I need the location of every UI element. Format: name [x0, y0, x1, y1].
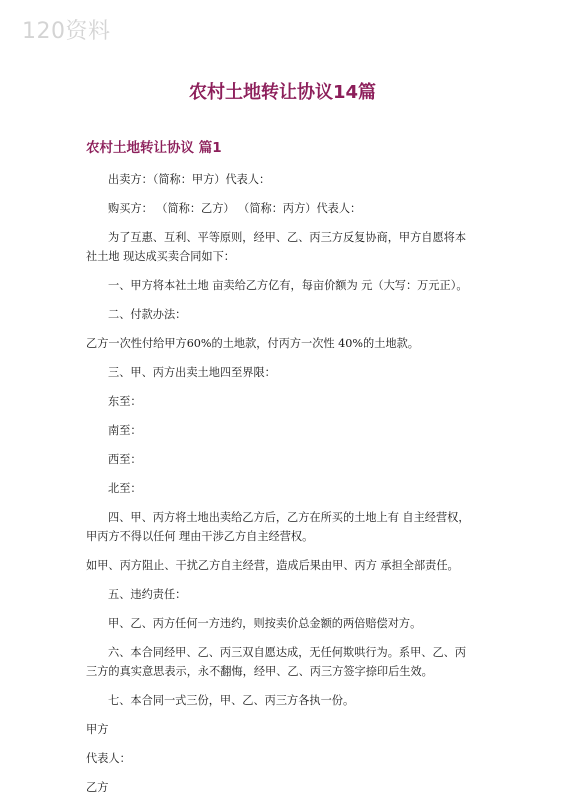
- paragraph: [86, 450, 496, 469]
- paragraph-line: 购买方： （简称：乙方） （简称：丙方）代表人：: [108, 202, 362, 215]
- paragraph-line: 代表人：: [86, 752, 131, 765]
- paragraph: [86, 691, 496, 710]
- paragraph-line: 甲、乙、丙方任何一方违约，则按卖价总金额的两倍赔偿对方。: [108, 617, 422, 630]
- paragraph: [86, 643, 496, 681]
- paragraph-line: 为了互惠、互利、平等原则，经甲、乙、丙三方反复协商，甲方自愿将本: [108, 231, 467, 244]
- paragraph: [86, 363, 496, 382]
- paragraph-line: 如甲、丙方阻止、干扰乙方自主经营，造成后果由甲、丙方 承担全部责任。: [86, 559, 459, 572]
- paragraph: [86, 421, 496, 440]
- paragraph-line: 甲方: [86, 723, 109, 736]
- paragraph: [86, 614, 496, 633]
- paragraph-line: 北至：: [108, 482, 142, 495]
- paragraph: [86, 508, 496, 546]
- paragraph-line: 三、甲、丙方出卖土地四至界限：: [108, 366, 276, 379]
- paragraph: [86, 170, 496, 189]
- paragraph-line: 四、甲、丙方将土地出卖给乙方后，乙方在所买的土地上有 自主经营权，: [108, 511, 470, 524]
- paragraph-line: 七、本合同一式三份，甲、乙、丙三方各执一份。: [108, 694, 355, 707]
- paragraph: [86, 228, 496, 266]
- paragraph-line: 出卖方：（简称：甲方）代表人：: [108, 173, 271, 186]
- paragraph-line: 东至：: [108, 395, 142, 408]
- document-title: 农村土地转让协议14篇: [188, 82, 377, 103]
- paragraph: [86, 749, 496, 768]
- paragraph-line: 南至：: [108, 424, 142, 437]
- paragraph-line: 乙方: [86, 781, 109, 794]
- paragraph: [86, 276, 496, 295]
- paragraph: [86, 305, 496, 324]
- paragraph: [86, 720, 496, 739]
- paragraph: [86, 392, 496, 411]
- document-body: [86, 170, 496, 807]
- paragraph: [86, 334, 496, 353]
- paragraph-line: 西至：: [108, 453, 142, 466]
- paragraph-line: 一、甲方将本社土地 亩卖给乙方亿有，每亩价额为 元（大写：万元正）。: [108, 279, 468, 292]
- paragraph-line: 二、付款办法：: [108, 308, 187, 321]
- paragraph-line: 五、违约责任：: [108, 588, 187, 601]
- paragraph-line: 甲丙方不得以任何 理由干涉乙方自主经营权。: [86, 530, 314, 543]
- section-heading: 农村土地转让协议 篇1: [86, 140, 222, 156]
- paragraph: [86, 585, 496, 604]
- paragraph: [86, 479, 496, 498]
- paragraph: [86, 778, 496, 797]
- paragraph: [86, 199, 496, 218]
- paragraph-line: 乙方一次性付给甲方60%的土地款，付丙方一次性 40%的土地款。: [86, 337, 419, 350]
- paragraph-line: 三方的真实意思表示，永不翻悔，经甲、乙、丙三方签字捺印后生效。: [86, 665, 433, 678]
- paragraph-line: 社土地 现达成买卖合同如下：: [86, 250, 235, 263]
- watermark-text: 120资料: [22, 19, 111, 44]
- paragraph-line: 六、本合同经甲、乙、丙三双自愿达成，无任何欺哄行为。系甲、乙、丙: [108, 646, 467, 659]
- paragraph: [86, 556, 496, 575]
